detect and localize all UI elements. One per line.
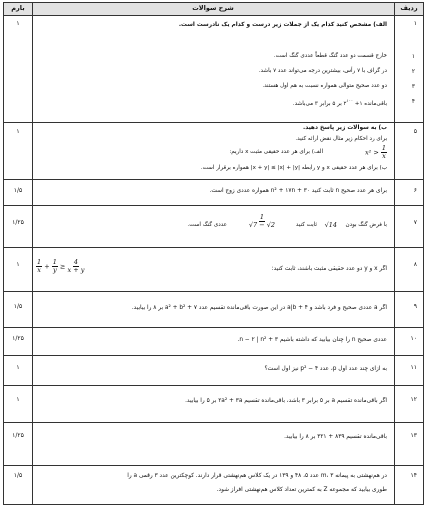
question-number: ۷	[413, 219, 417, 226]
fraction-formula: $\frac{1}{√7 - √2}$	[248, 213, 275, 229]
question-number: ۹	[413, 303, 417, 310]
question-text: الف) برای هر عدد حقیقی مثبت x داریم:	[229, 149, 323, 155]
question-title: ب) به سوالات زیر پاسخ دهید.	[303, 125, 387, 131]
question-row-12	[4, 385, 423, 423]
question-number: ۱۴	[410, 472, 417, 479]
header-score: بارم	[11, 4, 25, 12]
question-score: ۱/۲۵	[12, 432, 24, 439]
question-text: ب) برای هر عدد حقیقی x و y رابطه |x + y| ≤ |x| + |y| همواره برقرار است.	[200, 165, 387, 171]
question-score: ۱/۵	[13, 187, 23, 194]
question-score: ۱/۵	[13, 303, 23, 310]
question-row-14	[4, 465, 423, 505]
question-text: در هم‌نهشتی به پیمانه m، ۳ عدد ۵، ۴۸ و ۱۳۹ در یک کلاس هم‌نهشتی قرار دارند. کوچکترین عدد ۳ رقمی a را	[127, 473, 387, 479]
question-row-8	[4, 247, 423, 292]
question-text: باقی‌مانده تقسیم ۸۳۹ + ۳۲۱ بر ۸ را بیابید.	[284, 434, 387, 440]
exam-sheet	[3, 2, 424, 505]
question-text: طوری بیابید که مجموعه Z به کمترین تعداد کلاس هم‌نهشتی افراز شود.	[216, 487, 387, 493]
question-row-5	[4, 122, 423, 180]
header-row: ردیف	[400, 4, 418, 12]
item-number: ۳	[411, 84, 415, 90]
question-number: ۱	[413, 20, 417, 27]
item-text: باقی‌مانده ۱+ $۲^{۱۰۰}$ بر ۵ برابر ۳ می‌باشد.	[292, 98, 387, 107]
question-score: ۱/۲۵	[12, 335, 24, 342]
question-number: ۱۱	[410, 364, 417, 371]
question-text: اگر باقی‌مانده تقسیم a بر ۵ برابر ۳ باشد، باقی‌مانده تقسیم ۲a² + ۳a بر ۵ را بیابید.	[185, 398, 387, 404]
question-number: ۱۲	[410, 396, 417, 403]
question-text: اگر a عددی صحیح و فرد باشد و a|b + ۴ در این صورت باقی‌مانده تقسیم عدد a² + b² + ۷ بر ۸ را بیابید.	[131, 305, 387, 311]
inequality-formula: $\frac{1}{x}$ + $\frac{1}{y}$ ≥ $\frac{4}{x + y}$	[37, 258, 85, 274]
question-text: به ازای چند عدد اول p، عدد p² − ۴ نیز اول است؟	[264, 366, 387, 372]
header-questions: شرح سوالات	[192, 4, 234, 12]
item-number: ۱	[411, 54, 415, 60]
question-row-1	[4, 16, 423, 123]
question-score: ۱	[16, 261, 20, 268]
question-row-10	[4, 327, 423, 356]
sqrt14-formula: √14	[324, 221, 337, 229]
question-text: اگر x و y دو عدد حقیقی مثبت باشند، ثابت کنید:	[271, 266, 387, 272]
question-number: ۱۰	[410, 335, 417, 342]
question-number: ۵	[413, 128, 417, 135]
question-text: عددی گنگ است.	[187, 222, 227, 228]
question-row-7	[4, 205, 423, 248]
question-text: برای هر عدد صحیح n ثابت کنید ۳۰ + n² + ۱۷n همواره عددی زوج است.	[209, 188, 387, 194]
question-text: برای رد احکام زیر مثال نقض ارائه کنید.	[295, 136, 387, 142]
item-number: ۲	[411, 69, 415, 75]
question-score: ۱/۵	[13, 472, 23, 479]
question-row-6	[4, 179, 423, 206]
question-row-9	[4, 291, 423, 328]
question-number: ۱۳	[410, 432, 417, 439]
item-number: ۴	[411, 99, 415, 105]
question-title: الف) مشخص کنید کدام یک از جملات زیر درست و کدام یک نادرست است.	[178, 22, 387, 28]
inequality-formula: x² > $\frac{1}{x}$	[365, 144, 386, 160]
question-number: ۸	[413, 261, 417, 268]
question-text: عددی صحیح n را چنان بیابید که داشته باشیم n − ۲ | n² + ۳.	[237, 337, 387, 343]
item-text: دو عدد صحیح متوالی همواره نسبت به هم اول هستند.	[262, 83, 387, 89]
question-text: ثابت کنید	[295, 222, 317, 228]
item-text: خارج قسمت دو عدد گنگ قطعاً عددی گنگ است.	[273, 53, 387, 59]
question-row-11	[4, 355, 423, 386]
question-score: ۱	[16, 396, 20, 403]
question-row-13	[4, 422, 423, 466]
item-text: در گراف با ۷ رأس، بیشترین درجه می‌تواند عدد ۷ باشد.	[258, 68, 387, 74]
question-score: ۱	[16, 364, 20, 371]
question-text: با فرض گنگ بودن	[345, 222, 387, 228]
question-score: ۱/۲۵	[12, 219, 24, 226]
question-number: ۶	[413, 187, 417, 194]
question-score: ۱	[16, 128, 20, 135]
question-score: ۱	[16, 20, 20, 27]
